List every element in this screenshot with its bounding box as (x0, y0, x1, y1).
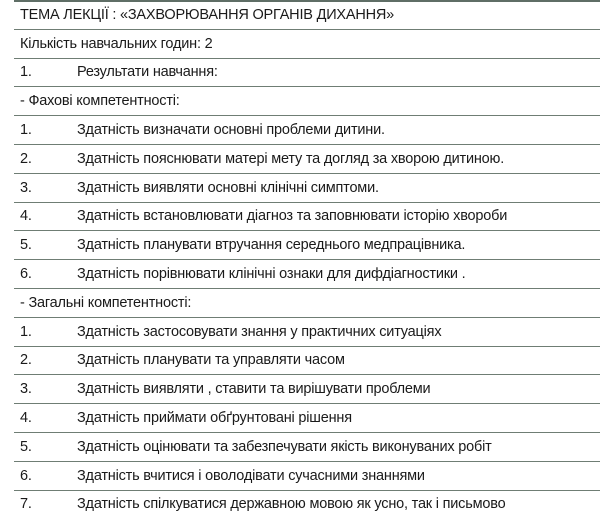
item-number: 3. (20, 381, 32, 398)
item-number: 2. (20, 150, 32, 167)
item-number: 7. (20, 496, 32, 513)
general-item (14, 317, 600, 346)
item-number: 5. (20, 237, 32, 254)
item-text: Здатність виявляти , ставити та вирішувати проблеми (77, 381, 431, 398)
professional-item (14, 259, 600, 288)
item-text: Здатність пояснювати матері мету та догляд за хворою дитиною. (77, 150, 505, 167)
professional-item (14, 230, 600, 259)
professional-item (14, 202, 600, 231)
item-number: 1. (20, 122, 32, 139)
item-text: Здатність визначати основні проблеми дитини. (77, 122, 385, 139)
general-item (14, 346, 600, 375)
section-number: 1. (20, 64, 32, 81)
item-text: Здатність застосовувати знання у практичних ситуаціях (77, 323, 442, 340)
general-item (14, 403, 600, 432)
item-text: Здатність порівнювати клінічні ознаки для дифдіагностики . (77, 266, 466, 283)
general-item (14, 432, 600, 461)
item-number: 6. (20, 467, 32, 484)
topic-row (14, 0, 600, 29)
item-number: 4. (20, 208, 32, 225)
general-competencies-heading: - Загальні компетентності: (20, 294, 192, 311)
lecture-topic: ТЕМА ЛЕКЦІЇ : «ЗАХВОРЮВАННЯ ОРГАНІВ ДИХАННЯ» (20, 7, 395, 24)
item-number: 3. (20, 179, 32, 196)
professional-item (14, 115, 600, 144)
general-item (14, 490, 600, 518)
study-hours: Кількість навчальних годин: 2 (20, 35, 213, 52)
item-number: 1. (20, 323, 32, 340)
general-item (14, 374, 600, 403)
lecture-outline-table (14, 0, 600, 518)
item-text: Здатність виявляти основні клінічні симптоми. (77, 179, 379, 196)
item-number: 4. (20, 410, 32, 427)
section-row (14, 58, 600, 87)
item-number: 6. (20, 266, 32, 283)
item-number: 5. (20, 438, 32, 455)
item-text: Здатність планувати та управляти часом (77, 352, 345, 369)
item-text: Здатність оцінювати та забезпечувати якість виконуваних робіт (77, 438, 492, 455)
item-number: 2. (20, 352, 32, 369)
general-item (14, 461, 600, 490)
general-heading-row (14, 288, 600, 317)
professional-heading-row (14, 86, 600, 115)
professional-item (14, 144, 600, 173)
professional-item (14, 173, 600, 202)
section-title: Результати навчання: (77, 64, 218, 81)
professional-competencies-heading: - Фахові компетентності: (20, 93, 180, 110)
item-text: Здатність встановлювати діагноз та заповнювати історію хвороби (77, 208, 508, 225)
item-text: Здатність вчитися і оволодівати сучасними знаннями (77, 467, 425, 484)
item-text: Здатність приймати обґрунтовані рішення (77, 410, 352, 427)
hours-row (14, 29, 600, 58)
item-text: Здатність планувати втручання середнього медпрацівника. (77, 237, 466, 254)
item-text: Здатність спілкуватися державною мовою як усно, так і письмово (77, 496, 506, 513)
